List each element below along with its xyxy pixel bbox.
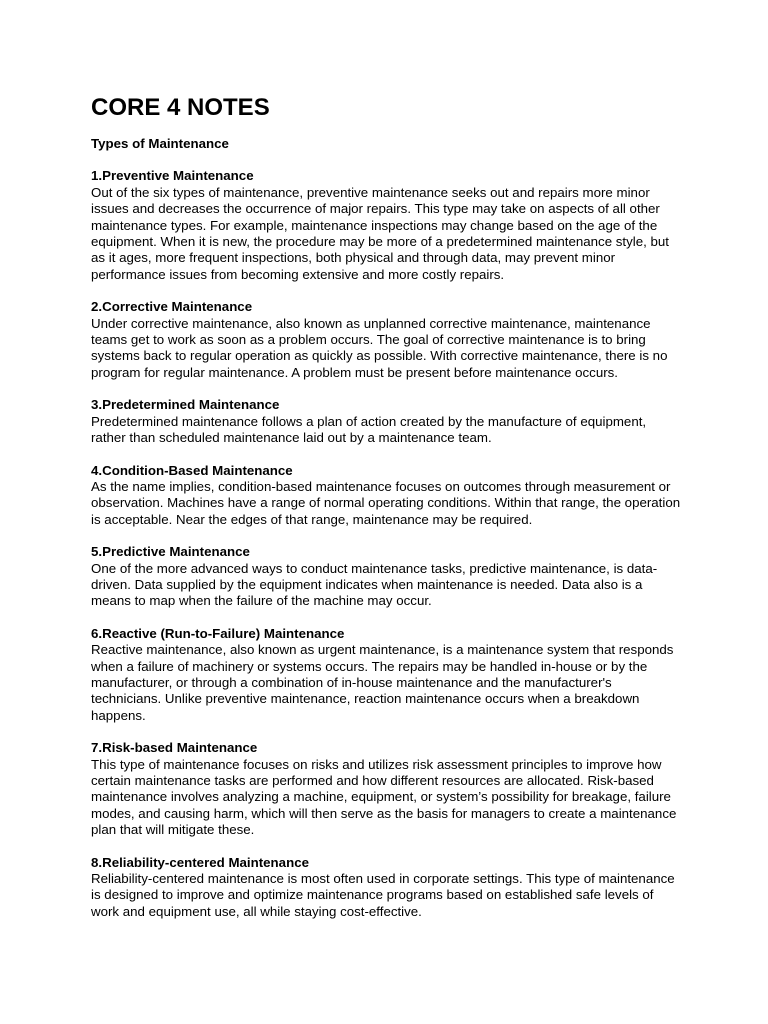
document-title: CORE 4 NOTES bbox=[91, 94, 270, 121]
maintenance-section bbox=[91, 544, 683, 610]
section-title: 3.Predetermined Maintenance bbox=[91, 397, 280, 413]
section-body: One of the more advanced ways to conduct maintenance tasks, predictive maintenance, is data-driven. Data supplied by the equipment indicates when maintenance is needed. Data also is a means to map when the failure of the machine may occur. bbox=[91, 560, 658, 609]
maintenance-section bbox=[91, 168, 683, 283]
section-title: 8.Reliability-centered Maintenance bbox=[91, 854, 309, 870]
maintenance-section bbox=[91, 463, 683, 529]
section-body: Reliability-centered maintenance is most often used in corporate settings. This type of maintenance is designed to improve and optimize maintenance programs based on established safe levels of work and equipment use, all while staying cost-effective. bbox=[91, 871, 675, 919]
section-title: 1.Preventive Maintenance bbox=[91, 168, 254, 184]
section-body: Reactive maintenance, also known as urgent maintenance, is a maintenance system that responds when a failure of machinery or systems occurs. The repairs may be handled in-house or by the manufacturer, or through a combination of in-house maintenance and the manufacturer's technicians. Unlike preventive maintenance, reaction maintenance occurs when a breakdown happens. bbox=[91, 642, 674, 723]
maintenance-section bbox=[91, 740, 683, 838]
section-body: Under corrective maintenance, also known as unplanned corrective maintenance, maintenance teams get to work as soon as a problem occurs. The goal of corrective maintenance is to bring systems back to regular operation as quickly as possible. With corrective maintenance, there is no program for regular maintenance. A problem must be present before maintenance occurs. bbox=[91, 315, 668, 380]
section-title: 7.Risk-based Maintenance bbox=[91, 740, 258, 756]
document-page bbox=[91, 94, 683, 936]
section-body: Predetermined maintenance follows a plan of action created by the manufacture of equipment, rather than scheduled maintenance laid out by a maintenance team. bbox=[91, 413, 647, 446]
section-body: This type of maintenance focuses on risks and utilizes risk assessment principles to improve how certain maintenance tasks are performed and how different resources are allocated. Risk-based maintenance involves analyzing a machine, equipment, or system’s possibility for breakage, failure modes, and causing harm, which will then serve as the basis for managers to create a maintenance plan that will mitigate these. bbox=[91, 756, 677, 838]
section-body: Out of the six types of maintenance, preventive maintenance seeks out and repairs more minor issues and decreases the occurrence of major repairs. This type may take on aspects of all other maintenance types. For example, maintenance inspections may change based on the age of the equipment. When it is new, the procedure may be more of a predetermined maintenance style, but as it ages, more frequent inspections, both physical and through data, may prevent minor performance issues from becoming extensive and more costly repairs. bbox=[91, 184, 669, 282]
section-title: 4.Condition-Based Maintenance bbox=[91, 462, 293, 478]
maintenance-section bbox=[91, 299, 683, 381]
section-title: 2.Corrective Maintenance bbox=[91, 299, 253, 315]
section-heading: Types of Maintenance bbox=[91, 136, 229, 151]
section-title: 5.Predictive Maintenance bbox=[91, 544, 250, 560]
maintenance-section bbox=[91, 397, 683, 446]
section-body: As the name implies, condition-based maintenance focuses on outcomes through measurement or observation. Machines have a range of normal operating conditions. Within that range, the operation is acceptable. Near the edges of that range, maintenance may be required. bbox=[91, 478, 681, 527]
section-title: 6.Reactive (Run-to-Failure) Maintenance bbox=[91, 625, 345, 641]
maintenance-section bbox=[91, 855, 683, 921]
maintenance-section bbox=[91, 626, 683, 724]
